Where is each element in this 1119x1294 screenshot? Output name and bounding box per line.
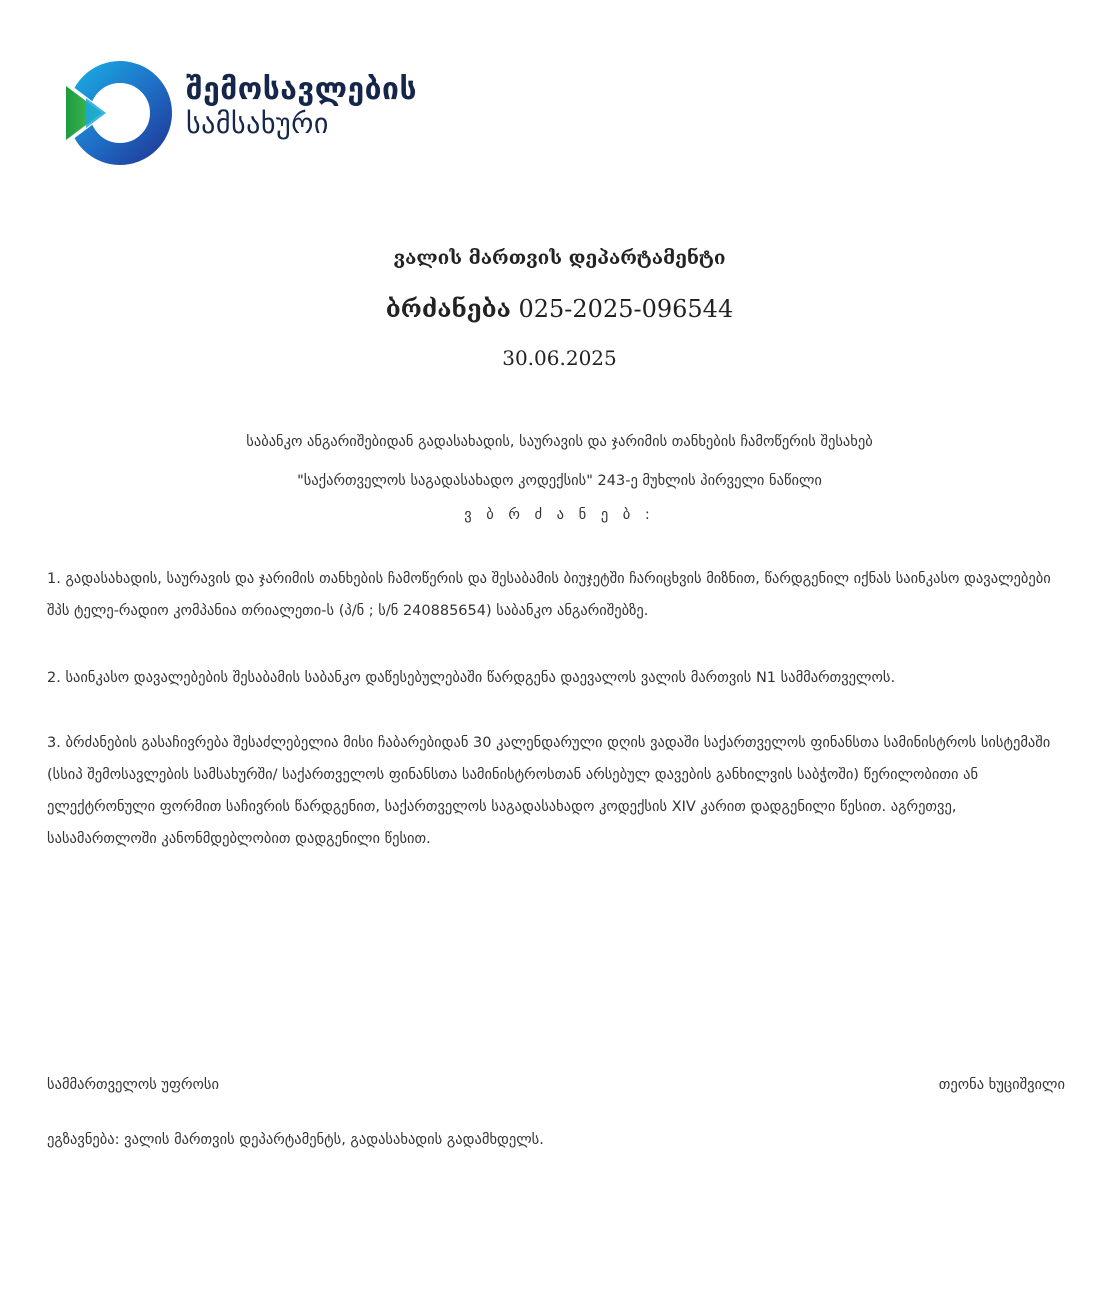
logo-line-2: სამსახური	[186, 107, 329, 141]
department-title: ვალის მართვის დეპარტამენტი	[393, 247, 726, 269]
distribution-list: ეგზავნება: ვალის მართვის დეპარტამენტს, გადასახადის გადამხდელს.	[47, 1132, 544, 1148]
revenue-service-logo	[64, 60, 444, 170]
order-number: 025-2025-096544	[518, 295, 734, 323]
logo-line-1: შემოსავლების	[186, 72, 418, 107]
order-verb: ვ ბ რ ძ ა ნ ე ბ :	[464, 507, 655, 523]
signatory-position: სამმართველოს უფროსი	[47, 1077, 219, 1093]
revenue-service-emblem-icon	[64, 60, 172, 166]
order-title	[0, 294, 1119, 323]
order-subject: საბანკო ანგარიშებიდან გადასახადის, საურავის და ჯარიმის თანხების ჩამოწერის შესახებ	[246, 434, 873, 450]
paragraph-3: 3. ბრძანების გასაჩივრება შესაძლებელია მისი ჩაბარებიდან 30 კალენდარული დღის ვადაში საქართველოს ფინანსთა სამინისტროს სისტემაში (სსიპ შემოსავლების სამსახურში/ საქართველოს ფინანსთა სამინისტროსთან არსებულ დავების განხილვის საბჭოში) წერილობითი ან ელექტრონული ფორმით საჩივრის წარდგენით, საქართველოს საგადასახადო კოდექსის XIV კარით დადგენილი წესით. აგრეთვე, სასამართლოში კანონმდებლობით დადგენილი წესით.	[47, 735, 1051, 847]
order-date: 30.06.2025	[502, 346, 617, 370]
signatory-name: თეონა ხუციშვილი	[938, 1077, 1065, 1093]
paragraph-1: 1. გადასახადის, საურავის და ჯარიმის თანხების ჩამოწერის და შესაბამის ბიუჯეტში ჩარიცხვის მიზნით, წარდგენილ იქნას საინკასო დავალებები შპს ტელე-რადიო კომპანია თრიალეთი-ს (პ/ნ ; ს/ნ 240885654) საბანკო ანგარიშებზე.	[47, 571, 1051, 619]
legal-basis: "საქართველოს საგადასახადო კოდექსის" 243-ე მუხლის პირველი ნაწილი	[297, 473, 822, 489]
order-word: ბრძანება	[385, 294, 511, 323]
paragraph-2: 2. საინკასო დავალებების შესაბამის საბანკო დაწესებულებაში წარდგენა დაევალოს ვალის მართვის N1 სამმართველოს.	[47, 670, 896, 686]
logo-wordmark	[186, 72, 417, 140]
